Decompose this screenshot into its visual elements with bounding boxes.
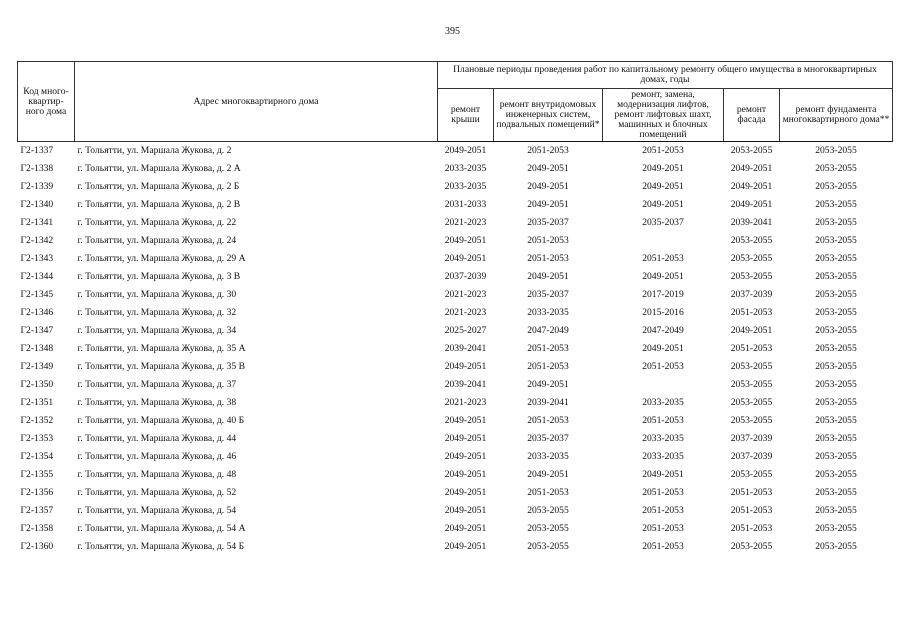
foundation-cell: 2053-2055 [815, 523, 857, 535]
roof-cell: 2021-2023 [444, 397, 487, 409]
facade-cell: 2049-2051 [730, 325, 773, 337]
code-cell: Г2-1349 [20, 361, 54, 373]
facade-cell: 2051-2053 [730, 343, 773, 355]
lifts-cell: 2051-2053 [642, 523, 684, 535]
foundation-cell: 2053-2055 [815, 433, 857, 445]
engineering-cell: 2033-2035 [527, 451, 569, 463]
address-cell: г. Тольятти, ул. Маршала Жукова, д. 54 А [77, 523, 246, 535]
address-cell: г. Тольятти, ул. Маршала Жукова, д. 40 Б [77, 415, 245, 427]
engineering-cell: 2051-2053 [527, 145, 569, 157]
foundation-cell: 2053-2055 [815, 217, 857, 229]
lifts-cell: 2049-2051 [642, 181, 684, 193]
lifts-cell [603, 232, 724, 250]
engineering-cell: 2049-2051 [527, 379, 569, 391]
engineering-cell: 2051-2053 [527, 415, 569, 427]
facade-cell: 2053-2055 [730, 271, 773, 283]
address-cell: г. Тольятти, ул. Маршала Жукова, д. 30 [77, 289, 237, 301]
engineering-cell: 2053-2055 [527, 541, 569, 553]
lifts-cell: 2051-2053 [642, 505, 684, 517]
foundation-cell: 2053-2055 [815, 451, 857, 463]
code-cell: Г2-1342 [20, 235, 54, 247]
address-cell: г. Тольятти, ул. Маршала Жукова, д. 44 [77, 433, 237, 445]
facade-cell: 2049-2051 [730, 181, 773, 193]
address-cell: г. Тольятти, ул. Маршала Жукова, д. 46 [77, 451, 237, 463]
foundation-cell: 2053-2055 [815, 145, 857, 157]
table-row [18, 250, 893, 268]
repair-schedule-table [17, 61, 893, 556]
engineering-cell: 2051-2053 [527, 361, 569, 373]
address-cell: г. Тольятти, ул. Маршала Жукова, д. 2 А [77, 163, 241, 175]
code-cell: Г2-1357 [20, 505, 54, 517]
table-row [18, 502, 893, 520]
roof-cell: 2049-2051 [444, 235, 487, 247]
code-cell: Г2-1358 [20, 523, 54, 535]
engineering-cell: 2049-2051 [527, 271, 569, 283]
code-cell: Г2-1346 [20, 307, 54, 319]
engineering-cell: 2051-2053 [527, 235, 569, 247]
engineering-cell: 2051-2053 [527, 487, 569, 499]
code-cell: Г2-1339 [20, 181, 54, 193]
facade-cell: 2053-2055 [730, 415, 773, 427]
table-row [18, 376, 893, 394]
foundation-cell: 2053-2055 [815, 325, 857, 337]
roof-cell: 2033-2035 [444, 163, 487, 175]
table-row [18, 538, 893, 556]
facade-cell: 2051-2053 [730, 487, 773, 499]
engineering-cell: 2049-2051 [527, 181, 569, 193]
foundation-cell: 2053-2055 [815, 343, 857, 355]
facade-cell: 2053-2055 [730, 397, 773, 409]
foundation-cell: 2053-2055 [815, 397, 857, 409]
foundation-cell: 2053-2055 [815, 469, 857, 481]
header-engineering: ремонт внутридомовых инженерных систем, подвальных помещений* [494, 89, 603, 142]
engineering-cell: 2053-2055 [527, 505, 569, 517]
code-cell: Г2-1345 [20, 289, 54, 301]
code-cell: Г2-1360 [20, 541, 54, 553]
address-cell: г. Тольятти, ул. Маршала Жукова, д. 2 [77, 145, 232, 157]
roof-cell: 2021-2023 [444, 289, 487, 301]
engineering-cell: 2035-2037 [527, 289, 569, 301]
table-row [18, 340, 893, 358]
code-cell: Г2-1350 [20, 379, 54, 391]
table-row [18, 322, 893, 340]
roof-cell: 2031-2033 [444, 199, 487, 211]
lifts-cell: 2047-2049 [642, 325, 684, 337]
lifts-cell: 2051-2053 [642, 253, 684, 265]
lifts-cell: 2051-2053 [642, 541, 684, 553]
table-row [18, 196, 893, 214]
table-row [18, 160, 893, 178]
roof-cell: 2025-2027 [444, 325, 487, 337]
address-cell: г. Тольятти, ул. Маршала Жукова, д. 54 Б [77, 541, 245, 553]
table-row [18, 358, 893, 376]
facade-cell: 2053-2055 [730, 235, 773, 247]
lifts-cell: 2017-2019 [642, 289, 684, 301]
foundation-cell: 2053-2055 [815, 199, 857, 211]
code-cell: Г2-1348 [20, 343, 54, 355]
foundation-cell: 2053-2055 [815, 361, 857, 373]
table-row [18, 484, 893, 502]
address-cell: г. Тольятти, ул. Маршала Жукова, д. 35 А [77, 343, 246, 355]
header-lifts: ремонт, замена, модернизация лифтов, ремонт лифтовых шахт, машинных и блочных помещений [603, 89, 724, 142]
facade-cell: 2039-2041 [730, 217, 773, 229]
facade-cell: 2037-2039 [730, 433, 773, 445]
facade-cell: 2053-2055 [730, 469, 773, 481]
foundation-cell: 2053-2055 [815, 415, 857, 427]
roof-cell: 2039-2041 [444, 343, 487, 355]
roof-cell: 2049-2051 [444, 451, 487, 463]
engineering-cell: 2049-2051 [527, 199, 569, 211]
facade-cell: 2037-2039 [730, 289, 773, 301]
foundation-cell: 2053-2055 [815, 271, 857, 283]
address-cell: г. Тольятти, ул. Маршала Жукова, д. 38 [77, 397, 237, 409]
lifts-cell: 2033-2035 [642, 433, 684, 445]
roof-cell: 2049-2051 [444, 253, 487, 265]
code-cell: Г2-1354 [20, 451, 54, 463]
code-cell: Г2-1353 [20, 433, 54, 445]
engineering-cell: 2049-2051 [527, 469, 569, 481]
table-row [18, 520, 893, 538]
address-cell: г. Тольятти, ул. Маршала Жукова, д. 2 В [77, 199, 241, 211]
table-body [18, 142, 893, 557]
facade-cell: 2051-2053 [730, 505, 773, 517]
foundation-cell: 2053-2055 [815, 487, 857, 499]
engineering-cell: 2047-2049 [527, 325, 569, 337]
lifts-cell: 2049-2051 [642, 199, 684, 211]
table-row [18, 142, 893, 161]
facade-cell: 2051-2053 [730, 523, 773, 535]
address-cell: г. Тольятти, ул. Маршала Жукова, д. 2 Б [77, 181, 240, 193]
engineering-cell: 2033-2035 [527, 307, 569, 319]
roof-cell: 2037-2039 [444, 271, 487, 283]
roof-cell: 2033-2035 [444, 181, 487, 193]
facade-cell: 2037-2039 [730, 451, 773, 463]
code-cell: Г2-1347 [20, 325, 54, 337]
roof-cell: 2021-2023 [444, 307, 487, 319]
address-cell: г. Тольятти, ул. Маршала Жукова, д. 3 В [77, 271, 241, 283]
address-cell: г. Тольятти, ул. Маршала Жукова, д. 32 [77, 307, 237, 319]
code-cell: Г2-1352 [20, 415, 54, 427]
address-cell: г. Тольятти, ул. Маршала Жукова, д. 34 [77, 325, 237, 337]
table-row [18, 178, 893, 196]
foundation-cell: 2053-2055 [815, 307, 857, 319]
facade-cell: 2049-2051 [730, 163, 773, 175]
roof-cell: 2049-2051 [444, 361, 487, 373]
roof-cell: 2049-2051 [444, 433, 487, 445]
lifts-cell: 2051-2053 [642, 415, 684, 427]
lifts-cell: 2033-2035 [642, 397, 684, 409]
table-row [18, 430, 893, 448]
lifts-cell: 2035-2037 [642, 217, 684, 229]
code-cell: Г2-1340 [20, 199, 54, 211]
address-cell: г. Тольятти, ул. Маршала Жукова, д. 35 В [77, 361, 245, 373]
header-code: Код много-квартир-ного дома [18, 62, 75, 142]
header-foundation: ремонт фундамента многоквартирного дома** [780, 89, 893, 142]
lifts-cell: 2049-2051 [642, 271, 684, 283]
engineering-cell: 2039-2041 [527, 397, 569, 409]
engineering-cell: 2051-2053 [527, 343, 569, 355]
engineering-cell: 2053-2055 [527, 523, 569, 535]
table-row [18, 214, 893, 232]
roof-cell: 2049-2051 [444, 523, 487, 535]
address-cell: г. Тольятти, ул. Маршала Жукова, д. 22 [77, 217, 237, 229]
facade-cell: 2049-2051 [730, 199, 773, 211]
code-cell: Г2-1344 [20, 271, 54, 283]
header-facade: ремонт фасада [724, 89, 780, 142]
roof-cell: 2049-2051 [444, 541, 487, 553]
table-row [18, 268, 893, 286]
table-row [18, 394, 893, 412]
lifts-cell: 2051-2053 [642, 361, 684, 373]
facade-cell: 2053-2055 [730, 253, 773, 265]
address-cell: г. Тольятти, ул. Маршала Жукова, д. 52 [77, 487, 237, 499]
facade-cell: 2053-2055 [730, 541, 773, 553]
engineering-cell: 2035-2037 [527, 433, 569, 445]
table-row [18, 286, 893, 304]
address-cell: г. Тольятти, ул. Маршала Жукова, д. 37 [77, 379, 237, 391]
address-cell: г. Тольятти, ул. Маршала Жукова, д. 24 [77, 235, 237, 247]
roof-cell: 2021-2023 [444, 217, 487, 229]
code-cell: Г2-1341 [20, 217, 54, 229]
foundation-cell: 2053-2055 [815, 505, 857, 517]
lifts-cell: 2015-2016 [642, 307, 684, 319]
code-cell: Г2-1356 [20, 487, 54, 499]
foundation-cell: 2053-2055 [815, 235, 857, 247]
foundation-cell: 2053-2055 [815, 163, 857, 175]
lifts-cell: 2049-2051 [642, 163, 684, 175]
address-cell: г. Тольятти, ул. Маршала Жукова, д. 29 А [77, 253, 246, 265]
foundation-cell: 2053-2055 [815, 253, 857, 265]
address-cell: г. Тольятти, ул. Маршала Жукова, д. 48 [77, 469, 237, 481]
facade-cell: 2051-2053 [730, 307, 773, 319]
code-cell: Г2-1351 [20, 397, 54, 409]
code-cell: Г2-1337 [20, 145, 54, 157]
lifts-cell: 2051-2053 [642, 145, 684, 157]
header-address: Адрес многоквартирного дома [75, 62, 438, 142]
table-header [18, 62, 893, 142]
table-row [18, 412, 893, 430]
table-row [18, 466, 893, 484]
lifts-cell: 2033-2035 [642, 451, 684, 463]
foundation-cell: 2053-2055 [815, 541, 857, 553]
table-row [18, 232, 893, 250]
code-cell: Г2-1355 [20, 469, 54, 481]
engineering-cell: 2049-2051 [527, 163, 569, 175]
roof-cell: 2049-2051 [444, 505, 487, 517]
foundation-cell: 2053-2055 [815, 289, 857, 301]
engineering-cell: 2051-2053 [527, 253, 569, 265]
lifts-cell [603, 376, 724, 394]
facade-cell: 2053-2055 [730, 145, 773, 157]
header-roof: ремонт крыши [438, 89, 494, 142]
roof-cell: 2049-2051 [444, 415, 487, 427]
roof-cell: 2049-2051 [444, 487, 487, 499]
foundation-cell: 2053-2055 [815, 181, 857, 193]
lifts-cell: 2049-2051 [642, 343, 684, 355]
address-cell: г. Тольятти, ул. Маршала Жукова, д. 54 [77, 505, 237, 517]
table-row [18, 448, 893, 466]
foundation-cell: 2053-2055 [815, 379, 857, 391]
page-number: 395 [445, 26, 460, 37]
roof-cell: 2049-2051 [444, 145, 487, 157]
code-cell: Г2-1343 [20, 253, 54, 265]
facade-cell: 2053-2055 [730, 379, 773, 391]
roof-cell: 2039-2041 [444, 379, 487, 391]
lifts-cell: 2049-2051 [642, 469, 684, 481]
facade-cell: 2053-2055 [730, 361, 773, 373]
roof-cell: 2049-2051 [444, 469, 487, 481]
code-cell: Г2-1338 [20, 163, 54, 175]
table-row [18, 304, 893, 322]
lifts-cell: 2051-2053 [642, 487, 684, 499]
header-periods-group: Плановые периоды проведения работ по капитальному ремонту общего имущества в многоквартирных домах, годы [438, 62, 893, 89]
engineering-cell: 2035-2037 [527, 217, 569, 229]
